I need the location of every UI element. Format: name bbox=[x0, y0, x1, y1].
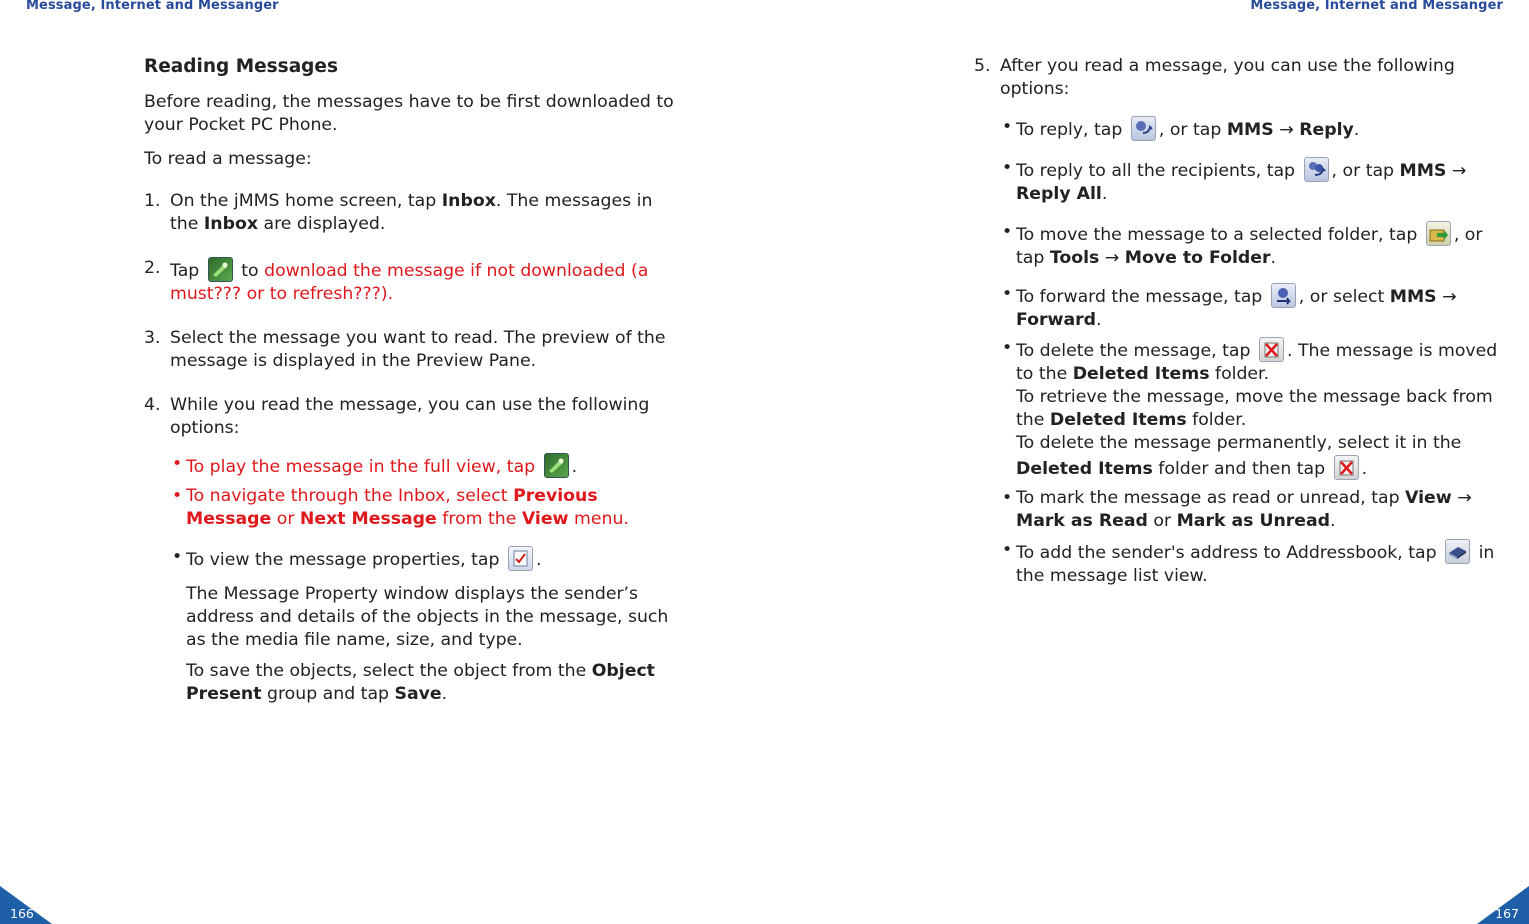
option-mark-read: • To mark the message as read or unread, tap View → Mark as Read or Mark as Unread. bbox=[1002, 488, 1472, 531]
properties-icon[interactable] bbox=[508, 546, 533, 571]
addressbook-icon[interactable] bbox=[1445, 539, 1470, 564]
move-to-folder-icon[interactable] bbox=[1426, 221, 1451, 246]
page-number-right: 167 bbox=[1495, 906, 1519, 921]
full-view-icon[interactable] bbox=[544, 453, 569, 478]
option-forward: • To forward the message, tap , or select MMS → Forward. bbox=[1002, 284, 1457, 330]
step-1: 1. On the jMMS home screen, tap Inbox. The messages in the Inbox are displayed. bbox=[144, 191, 653, 234]
option-reply: • To reply, tap , or tap MMS → Reply. bbox=[1002, 117, 1360, 140]
forward-icon[interactable] bbox=[1271, 283, 1296, 308]
step-3: 3. Select the message you want to read. The preview of the message is displayed in the Preview Pane. bbox=[144, 328, 666, 371]
property-window-description: The Message Property window displays the sender’s address and details of the objects in the message, such as the media file name, size, and type. bbox=[186, 584, 669, 650]
option-full-view: • To play the message in the full view, tap . bbox=[172, 454, 578, 477]
full-view-icon[interactable] bbox=[208, 257, 233, 282]
option-properties: • To view the message properties, tap . bbox=[172, 547, 542, 570]
to-read-label: To read a message: bbox=[144, 149, 312, 169]
option-move-to-folder: • To move the message to a selected folder, tap , or tap Tools → Move to Folder. bbox=[1002, 222, 1483, 268]
step-5: 5. After you read a message, you can use the following options: • To reply, tap , or tap MMS → Reply. • To reply to all the recipients, tap , or tap MMS → Reply All. • To move the message to a selected folder, tap , or tap Tools → Move to Folder. • To forward the message, tap , or select MMS → Forward. • To delete the message, tap . The message is moved to the Deleted Items folder. To retrieve the message, move the message back from the Deleted Items folder. To delete the message permanently, select it in the Deleted Items folder and then tap . • To mark the message as read or unread, tap View → Mark as Read or Mark as Unread. • To add the sender's address to Addressbook, tap in the message list view. bbox=[974, 55, 1514, 588]
step-4: 4. While you read the message, you can use the following options: • To play the message in the full view, tap . • To navigate through the Inbox, select Previous Message or Next Message from the View menu. • To view the message properties, tap . The Message Property window displays the sender’s address and details of the objects in the message, such as the media file name, size, and type. To save the objects, select the object from the Object Present group and tap Save. bbox=[144, 394, 684, 706]
reply-all-icon[interactable] bbox=[1304, 157, 1329, 182]
left-page-content bbox=[144, 55, 684, 706]
running-header-right: Message, Internet and Messanger bbox=[1250, 0, 1503, 13]
option-add-to-addressbook: • To add the sender's address to Addressbook, tap in the message list view. bbox=[1002, 540, 1495, 586]
delete-icon[interactable] bbox=[1334, 455, 1359, 480]
running-header-left: Message, Internet and Messanger bbox=[26, 0, 279, 13]
section-heading: Reading Messages bbox=[144, 56, 338, 77]
page-number-left: 166 bbox=[10, 906, 34, 921]
save-objects-instruction: To save the objects, select the object from the Object Present group and tap Save. bbox=[186, 661, 655, 704]
step-2: 2. Tap to download the message if not downloaded (a must??? or to refresh???). bbox=[144, 258, 649, 304]
option-delete: • To delete the message, tap . The message is moved to the Deleted Items folder. To retrieve the message, move the message back from the Deleted Items folder. To delete the message permanently, select it in the Deleted Items folder and then tap . bbox=[1002, 338, 1498, 479]
option-navigate: • To navigate through the Inbox, select Previous Message or Next Message from the View menu. bbox=[172, 486, 629, 529]
right-page-content bbox=[974, 55, 1514, 588]
delete-icon[interactable] bbox=[1259, 337, 1284, 362]
intro-paragraph: Before reading, the messages have to be first downloaded to your Pocket PC Phone. bbox=[144, 92, 674, 135]
option-reply-all: • To reply to all the recipients, tap , or tap MMS → Reply All. bbox=[1002, 158, 1467, 204]
reply-icon[interactable] bbox=[1131, 116, 1156, 141]
